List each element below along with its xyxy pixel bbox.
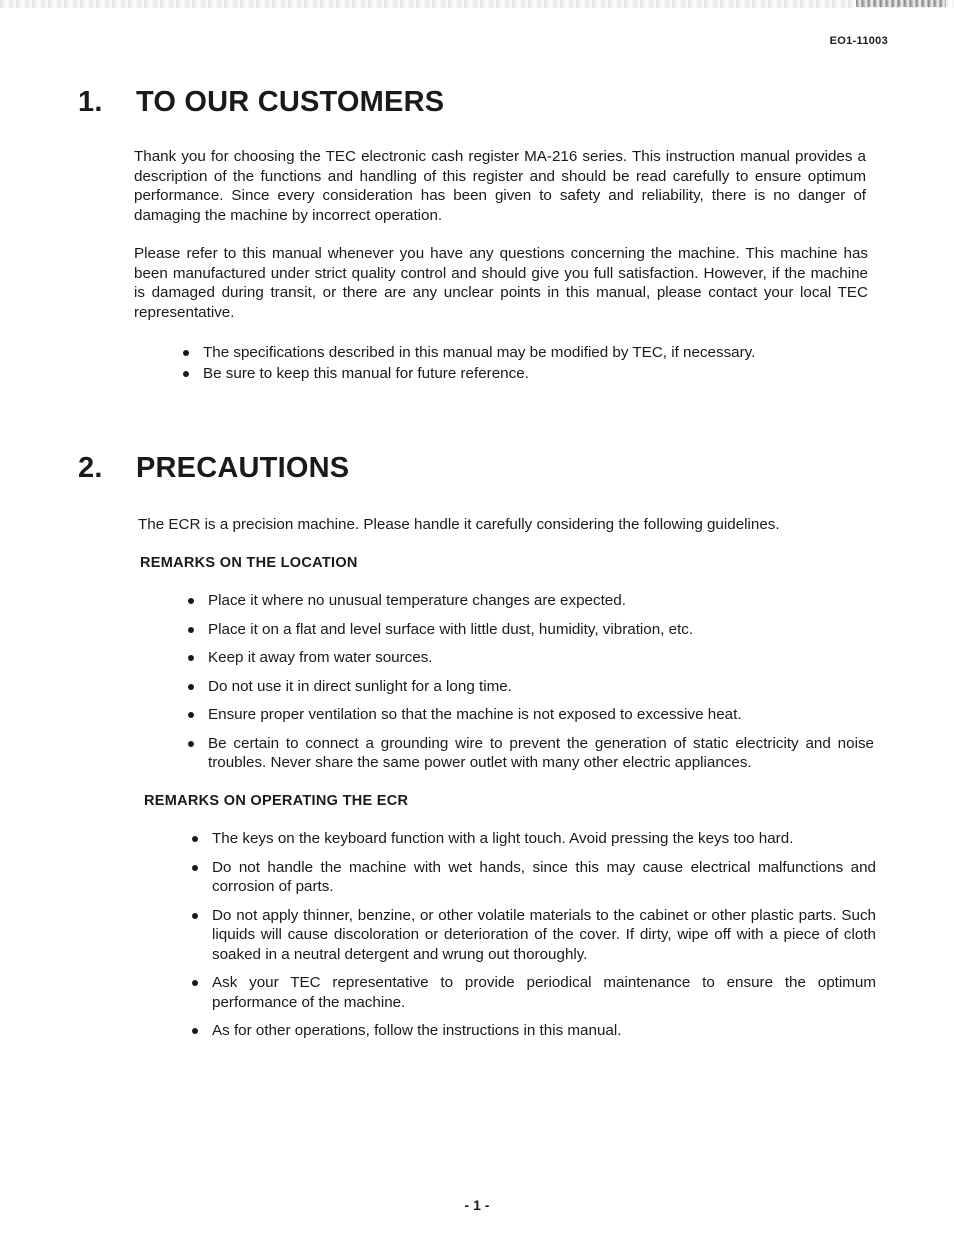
section-2-number: 2. bbox=[78, 452, 103, 484]
list-item: Ensure proper ventilation so that the machine is not exposed to excessive heat. bbox=[186, 705, 874, 725]
document-code: EO1-11003 bbox=[829, 35, 888, 47]
list-item: As for other operations, follow the instructions in this manual. bbox=[190, 1021, 876, 1041]
list-item: Keep it away from water sources. bbox=[186, 648, 874, 668]
scan-artifact bbox=[0, 0, 954, 8]
location-remarks-list bbox=[186, 591, 874, 773]
section-2-intro: The ECR is a precision machine. Please handle it carefully considering the following guidelines. bbox=[138, 516, 780, 533]
section-2-heading bbox=[78, 452, 349, 485]
list-item: Be certain to connect a grounding wire to prevent the generation of static electricity and noise troubles. Never share the same power outlet with many other electric appliances. bbox=[186, 734, 874, 773]
scan-artifact-dark bbox=[856, 0, 946, 7]
list-item: Place it on a flat and level surface with little dust, humidity, vibration, etc. bbox=[186, 620, 874, 640]
section-2-title: PRECAUTIONS bbox=[136, 452, 350, 484]
list-item: Place it where no unusual temperature changes are expected. bbox=[186, 591, 874, 611]
section-1-title: TO OUR CUSTOMERS bbox=[136, 86, 445, 118]
operating-remarks-list bbox=[190, 829, 876, 1041]
operating-remarks-heading: REMARKS ON OPERATING THE ECR bbox=[144, 793, 409, 809]
section-1-paragraph-1: Thank you for choosing the TEC electronic cash register MA-216 series. This instruction manual provides a description of the functions and handling of this register and should be read carefully to ensure optimum performance. Since every consideration has been given to safety and reliability, there is no danger of damaging the machine by incorrect operation. bbox=[134, 148, 866, 224]
list-item: The specifications described in this manual may be modified by TEC, if necessary. bbox=[181, 343, 821, 363]
section-1-paragraph-2: Please refer to this manual whenever you have any questions concerning the machine. This machine has been manufactured under strict quality control and should give you full satisfaction. However, if the machine is damaged during transit, or there are any unclear points in this manual, please contact your local TEC representative. bbox=[134, 245, 868, 321]
list-item: Do not handle the machine with wet hands, since this may cause electrical malfunctions and corrosion of parts. bbox=[190, 858, 876, 897]
section-1-bullet-list bbox=[181, 343, 821, 383]
location-remarks-heading: REMARKS ON THE LOCATION bbox=[140, 555, 358, 571]
list-item: Be sure to keep this manual for future reference. bbox=[181, 364, 821, 384]
list-item: Do not use it in direct sunlight for a long time. bbox=[186, 677, 874, 697]
list-item: Do not apply thinner, benzine, or other volatile materials to the cabinet or other plastic parts. Such liquids will cause discoloration or deterioration of the cover. If dirty, wipe off with a piece of cloth soaked in a neutral detergent and wrung out thoroughly. bbox=[190, 906, 876, 965]
section-1-number: 1. bbox=[78, 86, 103, 118]
list-item: Ask your TEC representative to provide periodical maintenance to ensure the optimum performance of the machine. bbox=[190, 973, 876, 1012]
section-1-heading bbox=[78, 86, 444, 119]
page-number: - 1 - bbox=[464, 1197, 490, 1213]
list-item: The keys on the keyboard function with a light touch. Avoid pressing the keys too hard. bbox=[190, 829, 876, 849]
